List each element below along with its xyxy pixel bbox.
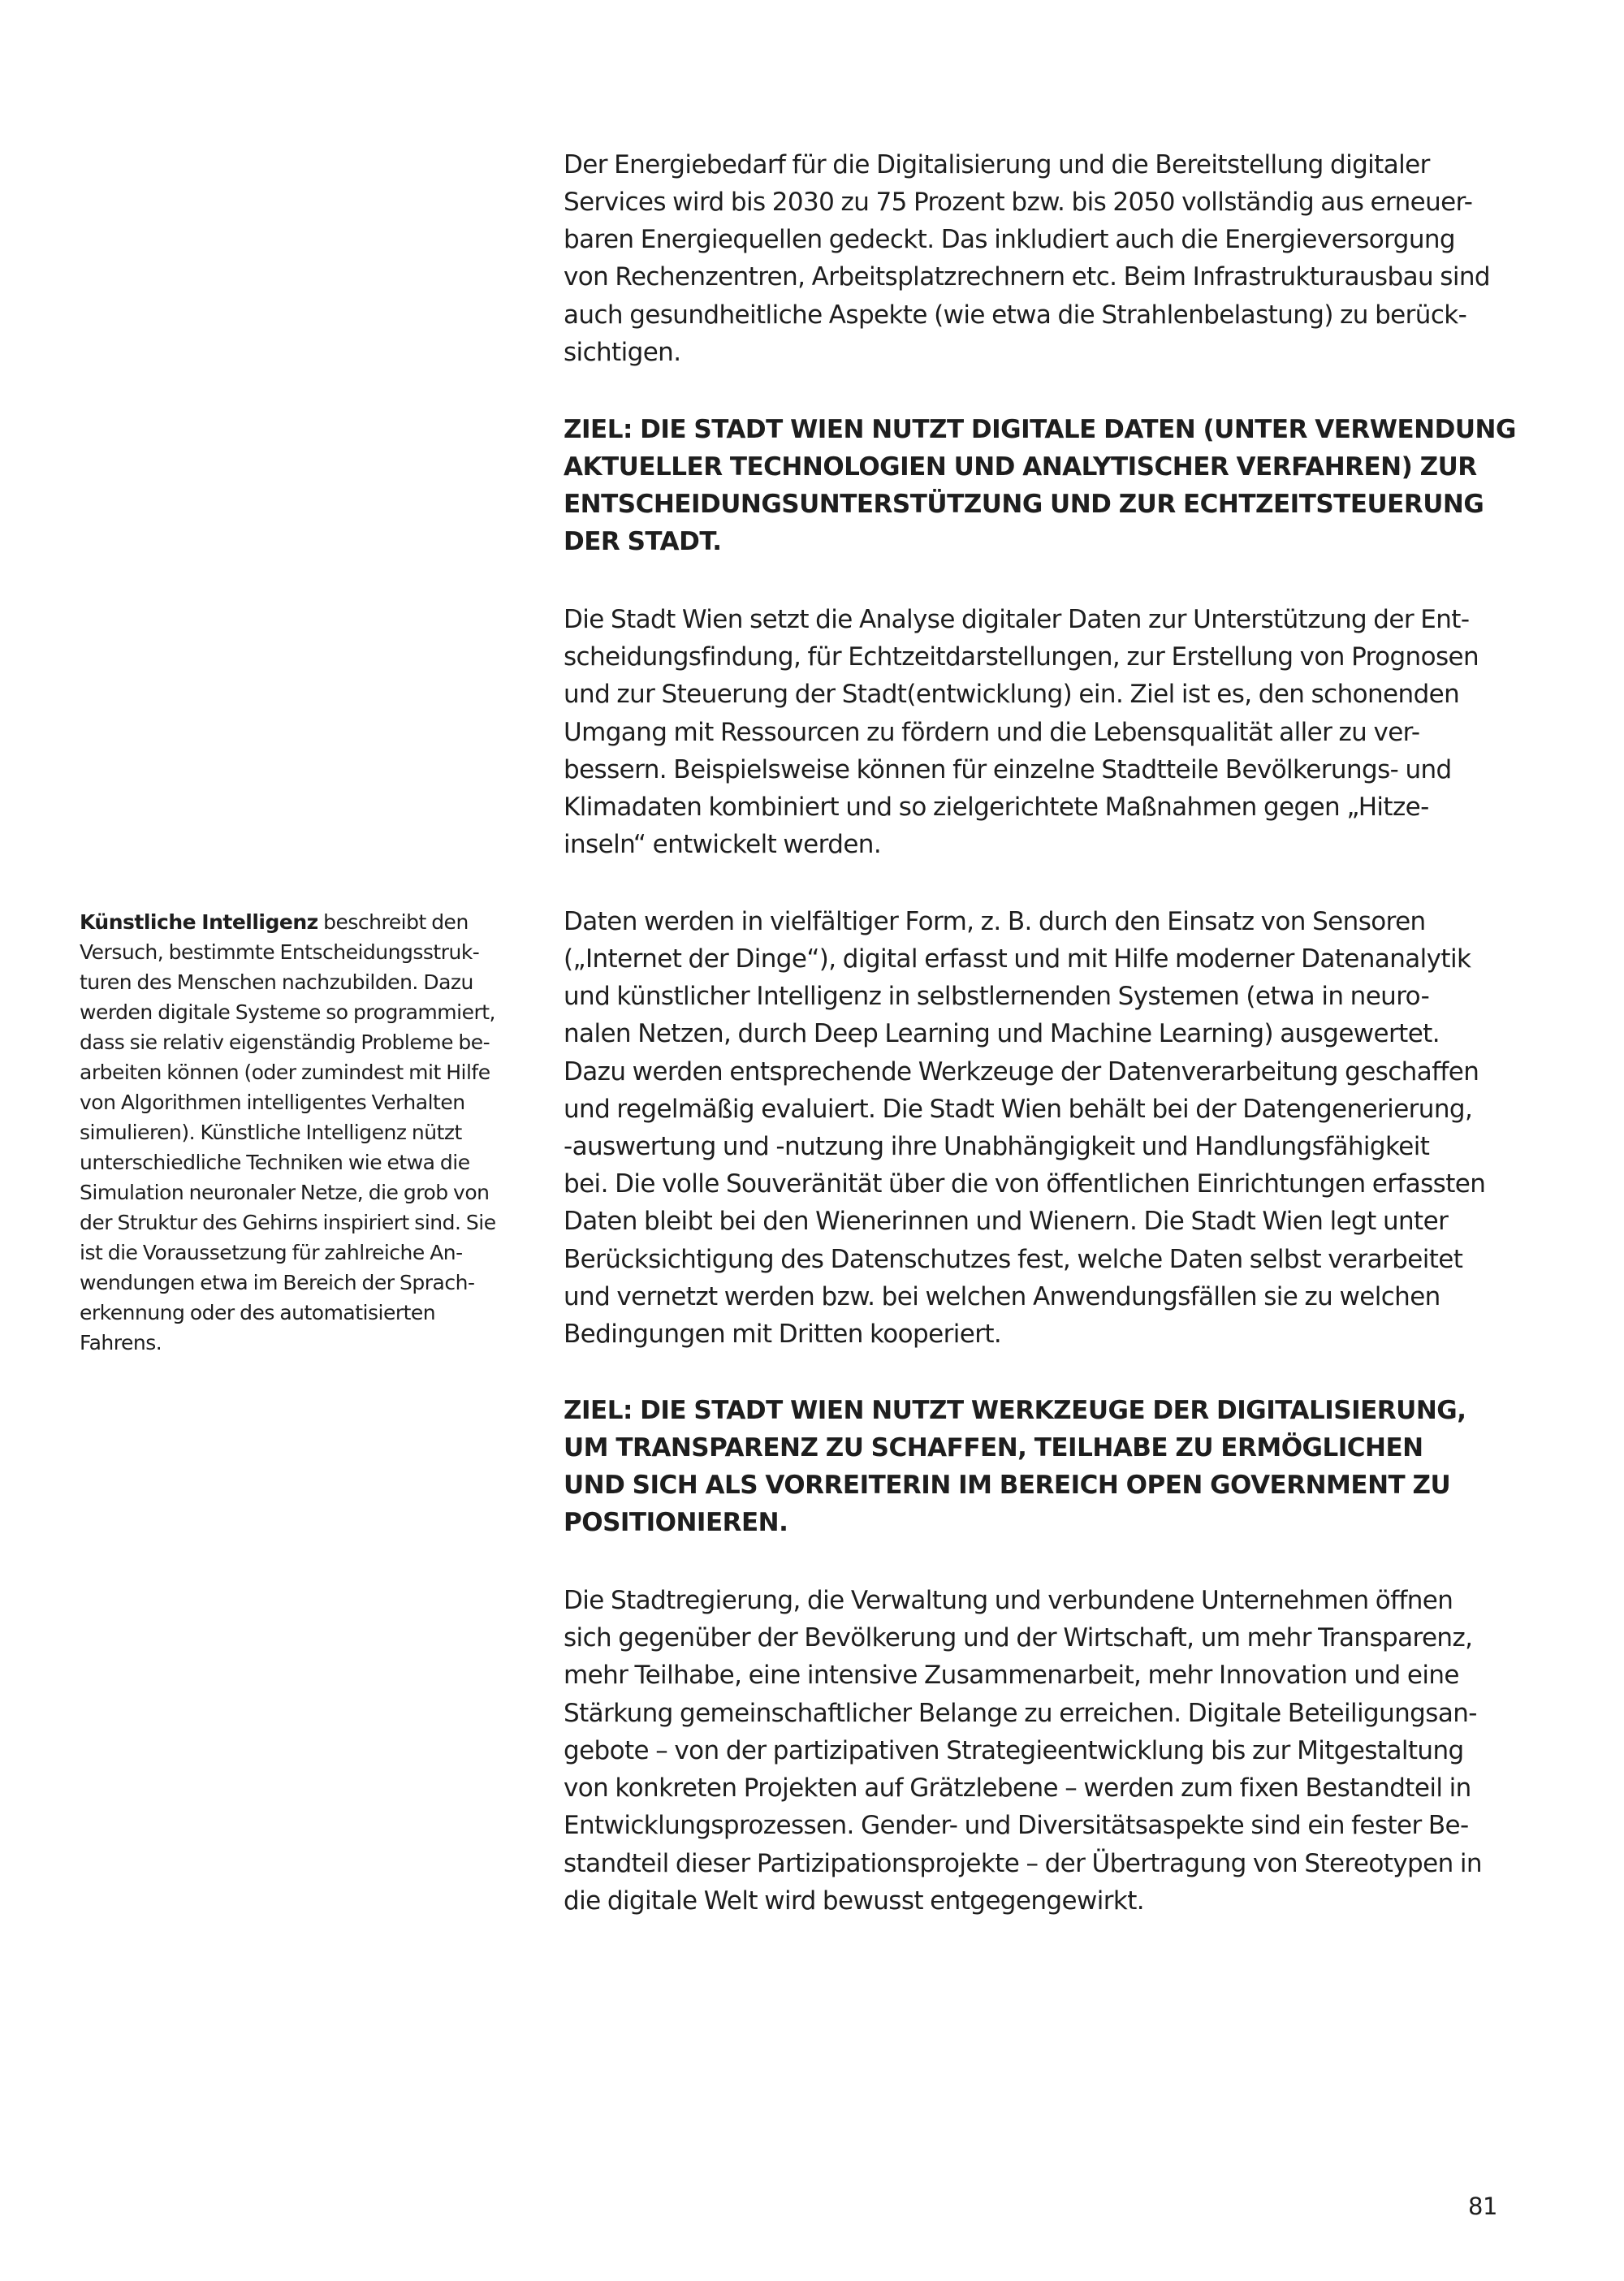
heading-line: ZIEL: DIE STADT WIEN NUTZT DIGITALE DATEN (UNTER VERWENDUNG: [564, 415, 1516, 444]
sidebar-line: erkennung oder des automatisierten: [80, 1301, 436, 1324]
text-line: und künstlicher Intelligenz in selbstlernenden Systemen (etwa in neuro-: [564, 982, 1430, 1011]
sidebar-line: der Struktur des Gehirns inspiriert sind. Sie: [80, 1211, 496, 1234]
text-line: von Rechenzentren, Arbeitsplatzrechnern etc. Beim Infrastrukturausbau sind: [564, 262, 1490, 292]
sidebar-line: von Algorithmen intelligentes Verhalten: [80, 1091, 465, 1114]
text-line: Klimadaten kombiniert und so zielgerichtete Maßnahmen gegen „Hitze-: [564, 793, 1429, 822]
text-line: Dazu werden entsprechende Werkzeuge der Datenverarbeitung geschaffen: [564, 1057, 1479, 1086]
heading-line: POSITIONIEREN.: [564, 1508, 788, 1537]
text-line: mehr Teilhabe, eine intensive Zusammenarbeit, mehr Innovation und eine: [564, 1661, 1459, 1690]
sidebar-line: Fahrens.: [80, 1331, 162, 1354]
text-line: scheidungsfindung, für Echtzeitdarstellungen, zur Erstellung von Prognosen: [564, 642, 1479, 672]
text-line: standteil dieser Partizipationsprojekte – der Übertragung von Stereotypen in: [564, 1849, 1482, 1878]
text-line: und zur Steuerung der Stadt(entwicklung) ein. Ziel ist es, den schonenden: [564, 680, 1460, 709]
text-line: Daten bleibt bei den Wienerinnen und Wienern. Die Stadt Wien legt unter: [564, 1207, 1449, 1236]
heading-line: UM TRANSPARENZ ZU SCHAFFEN, TEILHABE ZU ERMÖGLICHEN: [564, 1433, 1423, 1462]
sidebar-line: ist die Voraussetzung für zahlreiche An-: [80, 1241, 463, 1264]
text-line: Services wird bis 2030 zu 75 Prozent bzw. bis 2050 vollständig aus erneuer-: [564, 188, 1473, 217]
sidebar-line: wendungen etwa im Bereich der Sprach-: [80, 1271, 475, 1294]
text-line: und regelmäßig evaluiert. Die Stadt Wien behält bei der Datengenerierung,: [564, 1095, 1473, 1124]
heading-line: UND SICH ALS VORREITERIN IM BEREICH OPEN GOVERNMENT ZU: [564, 1471, 1451, 1500]
heading-line: ZIEL: DIE STADT WIEN NUTZT WERKZEUGE DER DIGITALISIERUNG,: [564, 1396, 1466, 1425]
sidebar-line: arbeiten können (oder zumindest mit Hilfe: [80, 1061, 490, 1084]
text-line: Bedingungen mit Dritten kooperiert.: [564, 1320, 1002, 1349]
text-line: bessern. Beispielsweise können für einzelne Stadtteile Bevölkerungs- und: [564, 755, 1452, 784]
sidebar-line: dass sie relativ eigenständig Probleme be-: [80, 1030, 490, 1054]
text-line: Daten werden in vielfältiger Form, z. B. durch den Einsatz von Sensoren: [564, 907, 1426, 936]
text-line: die digitale Welt wird bewusst entgegengewirkt.: [564, 1886, 1145, 1916]
text-line: gebote – von der partizipativen Strategieentwicklung bis zur Mitgestaltung: [564, 1736, 1464, 1765]
text-line: auch gesundheitliche Aspekte (wie etwa die Strahlenbelastung) zu berück-: [564, 300, 1467, 330]
text-line: Die Stadt Wien setzt die Analyse digitaler Daten zur Unterstützung der Ent-: [564, 605, 1470, 634]
text-line: sich gegenüber der Bevölkerung und der Wirtschaft, um mehr Transparenz,: [564, 1623, 1473, 1652]
text-line: Entwicklungsprozessen. Gender- und Diversitätsaspekte sind ein fester Be-: [564, 1811, 1469, 1840]
text-line: bei. Die volle Souveränität über die von öffentlichen Einrichtungen erfassten: [564, 1169, 1486, 1199]
heading-line: ENTSCHEIDUNGSUNTERSTÜTZUNG UND ZUR ECHTZEITSTEUERUNG: [564, 490, 1484, 519]
text-line: nalen Netzen, durch Deep Learning und Machine Learning) ausgewertet.: [564, 1019, 1440, 1048]
sidebar-line: [80, 910, 469, 934]
text-line: inseln“ entwickelt werden.: [564, 830, 882, 859]
text-line: Die Stadtregierung, die Verwaltung und verbundene Unternehmen öffnen: [564, 1586, 1453, 1615]
text-line: sichtigen.: [564, 338, 681, 367]
sidebar-line: unterschiedliche Techniken wie etwa die: [80, 1151, 470, 1174]
text-line: („Internet der Dinge“), digital erfasst und mit Hilfe moderner Datenanalytik: [564, 944, 1471, 974]
text-line: baren Energiequellen gedeckt. Das inkludiert auch die Energieversorgung: [564, 225, 1456, 254]
heading-line: AKTUELLER TECHNOLOGIEN UND ANALYTISCHER VERFAHREN) ZUR: [564, 452, 1477, 482]
heading-line: DER STADT.: [564, 527, 722, 556]
sidebar-line: simulieren). Künstliche Intelligenz nützt: [80, 1121, 462, 1144]
text-line: -auswertung und -nutzung ihre Unabhängigkeit und Handlungsfähigkeit: [564, 1132, 1430, 1161]
sidebar-line: werden digitale Systeme so programmiert,: [80, 1000, 495, 1024]
text-line: Stärkung gemeinschaftlicher Belange zu erreichen. Digitale Beteiligungsan-: [564, 1699, 1477, 1728]
page-number: 81: [1468, 2192, 1497, 2220]
sidebar-line-rest: beschreibt den: [317, 910, 469, 934]
text-line: von konkreten Projekten auf Grätzlebene – werden zum fixen Bestandteil in: [564, 1773, 1471, 1803]
sidebar-line: Simulation neuronaler Netze, die grob von: [80, 1181, 490, 1204]
text-line: und vernetzt werden bzw. bei welchen Anwendungsfällen sie zu welchen: [564, 1282, 1440, 1311]
sidebar-term: Künstliche Intelligenz: [80, 910, 318, 934]
text-line: Berücksichtigung des Datenschutzes fest, welche Daten selbst verarbeitet: [564, 1245, 1463, 1274]
text-line: Umgang mit Ressourcen zu fördern und die Lebensqualität aller zu ver-: [564, 718, 1420, 747]
sidebar-line: Versuch, bestimmte Entscheidungsstruk-: [80, 940, 480, 964]
sidebar-line: turen des Menschen nachzubilden. Dazu: [80, 970, 473, 994]
text-line: Der Energiebedarf für die Digitalisierung und die Bereitstellung digitaler: [564, 150, 1430, 179]
